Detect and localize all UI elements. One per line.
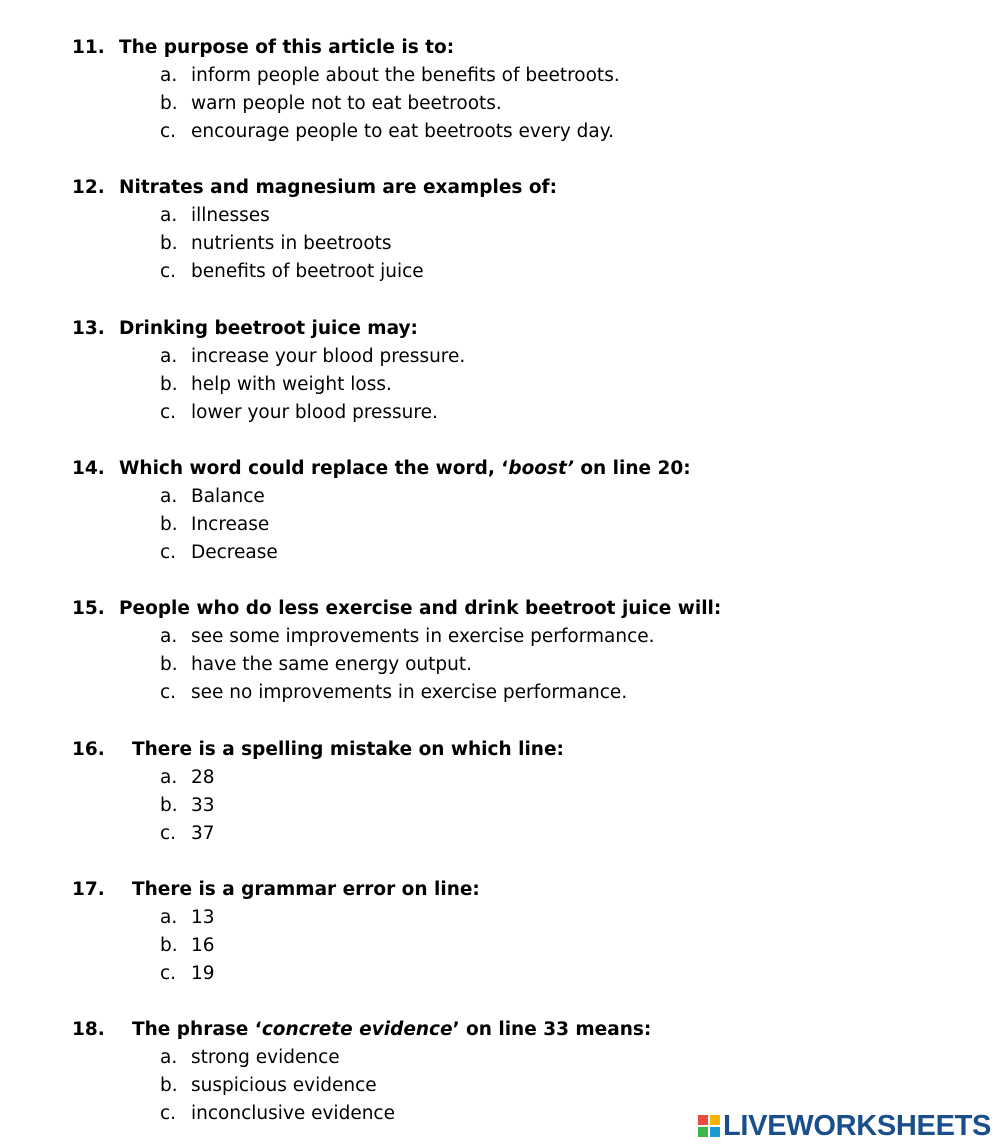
option-c[interactable]: [160, 1102, 395, 1126]
option-b[interactable]: [160, 653, 472, 677]
option-letter: c.: [160, 121, 177, 142]
option-text: 16: [191, 935, 215, 956]
option-letter: b.: [160, 514, 178, 535]
option-b[interactable]: [160, 92, 502, 116]
question-text: Which word could replace the word, ‘: [119, 458, 509, 479]
question-number: 13.: [72, 318, 105, 339]
question-text: The phrase ‘: [132, 1019, 262, 1040]
option-letter: a.: [160, 486, 178, 507]
option-letter: a.: [160, 205, 178, 226]
option-letter: c.: [160, 1103, 177, 1124]
option-a[interactable]: [160, 204, 270, 228]
option-b[interactable]: [160, 934, 215, 958]
option-text: illnesses: [191, 205, 270, 226]
option-text: have the same energy output.: [191, 654, 473, 675]
liveworksheets-logo-text: LIVEWORKSHEETS: [723, 1110, 992, 1142]
option-text: lower your blood pressure.: [191, 402, 438, 423]
option-c[interactable]: [160, 962, 215, 986]
question-text: Drinking beetroot juice may:: [119, 318, 418, 339]
option-text: 33: [191, 795, 215, 816]
option-text: suspicious evidence: [191, 1075, 377, 1096]
question-prompt: [72, 878, 480, 902]
option-c[interactable]: [160, 260, 424, 284]
question-prompt: [72, 738, 564, 762]
liveworksheets-logo[interactable]: [698, 1110, 991, 1142]
option-b[interactable]: [160, 513, 269, 537]
question-number: 15.: [72, 598, 105, 619]
question-number: 17.: [72, 879, 105, 900]
option-letter: c.: [160, 682, 177, 703]
option-text: benefits of beetroot juice: [191, 261, 424, 282]
option-c[interactable]: [160, 401, 438, 425]
question-text: There is a spelling mistake on which line:: [132, 739, 564, 760]
option-a[interactable]: [160, 906, 215, 930]
option-letter: b.: [160, 795, 178, 816]
option-text: Balance: [191, 486, 265, 507]
option-c[interactable]: [160, 541, 278, 565]
question-prompt: [72, 317, 418, 341]
option-b[interactable]: [160, 232, 392, 256]
option-letter: c.: [160, 261, 177, 282]
question-number: 14.: [72, 458, 105, 479]
question-prompt: [72, 457, 691, 481]
option-letter: b.: [160, 233, 178, 254]
option-text: see some improvements in exercise performance.: [191, 626, 655, 647]
option-b[interactable]: [160, 794, 215, 818]
option-a[interactable]: [160, 345, 465, 369]
option-c[interactable]: [160, 822, 215, 846]
option-b[interactable]: [160, 373, 392, 397]
option-letter: c.: [160, 963, 177, 984]
question-text: The purpose of this article is to:: [119, 37, 455, 58]
option-letter: a.: [160, 1047, 178, 1068]
liveworksheets-logo-icon: [698, 1115, 720, 1137]
option-c[interactable]: [160, 681, 627, 705]
question-prompt: [72, 597, 721, 621]
option-text: help with weight loss.: [191, 374, 392, 395]
option-letter: c.: [160, 542, 177, 563]
question-text: Nitrates and magnesium are examples of:: [119, 177, 557, 198]
question-text-italic: boost’: [508, 458, 574, 479]
question-number: 18.: [72, 1019, 105, 1040]
option-letter: b.: [160, 374, 178, 395]
question-text-end: on line 20:: [573, 458, 691, 479]
option-letter: b.: [160, 654, 178, 675]
option-b[interactable]: [160, 1074, 377, 1098]
question-number: 11.: [72, 37, 105, 58]
question-number: 16.: [72, 739, 105, 760]
question-text: People who do less exercise and drink beetroot juice will:: [119, 598, 722, 619]
option-text: Decrease: [191, 542, 278, 563]
option-letter: c.: [160, 402, 177, 423]
option-letter: b.: [160, 935, 178, 956]
option-text: nutrients in beetroots: [191, 233, 392, 254]
option-a[interactable]: [160, 625, 655, 649]
option-c[interactable]: [160, 120, 614, 144]
option-text: strong evidence: [191, 1047, 340, 1068]
option-letter: a.: [160, 65, 178, 86]
option-letter: a.: [160, 626, 178, 647]
option-a[interactable]: [160, 1046, 340, 1070]
option-a[interactable]: [160, 485, 265, 509]
question-text: There is a grammar error on line:: [132, 879, 480, 900]
option-text: 28: [191, 767, 215, 788]
option-text: see no improvements in exercise performance.: [191, 682, 628, 703]
option-letter: a.: [160, 346, 178, 367]
option-text: 19: [191, 963, 215, 984]
question-prompt: [72, 1018, 651, 1042]
question-text-italic: concrete evidence: [261, 1019, 453, 1040]
option-text: warn people not to eat beetroots.: [191, 93, 502, 114]
option-text: inconclusive evidence: [191, 1103, 395, 1124]
option-letter: b.: [160, 93, 178, 114]
option-text: increase your blood pressure.: [191, 346, 466, 367]
option-letter: b.: [160, 1075, 178, 1096]
question-number: 12.: [72, 177, 105, 198]
option-text: Increase: [191, 514, 270, 535]
option-letter: c.: [160, 823, 177, 844]
question-prompt: [72, 36, 454, 60]
option-a[interactable]: [160, 64, 620, 88]
option-text: encourage people to eat beetroots every day.: [191, 121, 614, 142]
option-letter: a.: [160, 767, 178, 788]
option-text: inform people about the benefits of beetroots.: [191, 65, 620, 86]
question-prompt: [72, 176, 557, 200]
option-text: 37: [191, 823, 215, 844]
option-letter: a.: [160, 907, 178, 928]
option-a[interactable]: [160, 766, 215, 790]
option-text: 13: [191, 907, 215, 928]
question-text-end: ’ on line 33 means:: [452, 1019, 652, 1040]
